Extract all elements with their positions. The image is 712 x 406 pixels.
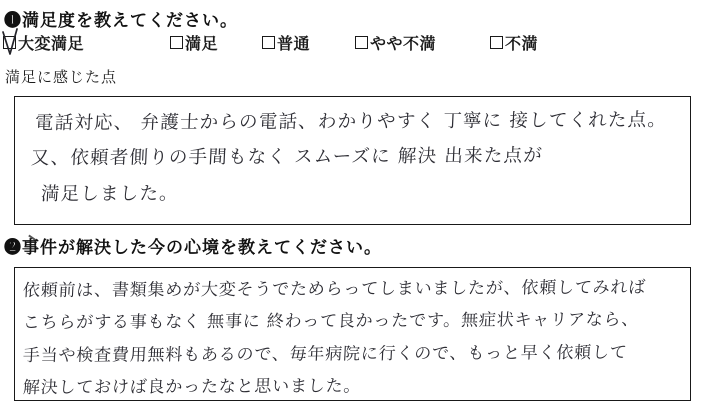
question-1-title: ❶満足度を教えてください。 bbox=[4, 11, 238, 30]
option-dissatisfied[interactable] bbox=[490, 31, 538, 54]
current-feelings-answer-box bbox=[14, 267, 691, 401]
question-2-title: ❷事件が解決した今の心境を教えてください。 bbox=[4, 238, 382, 257]
checkbox-very-satisfied[interactable] bbox=[3, 36, 16, 49]
option-very-satisfied[interactable] bbox=[3, 31, 84, 54]
handwritten-line: 又、依頼者側りの手間もなく スムーズに 解決 出来た点が bbox=[30, 145, 544, 169]
satisfied-points-label: 満足に感じた点 bbox=[5, 70, 118, 86]
checkbox-somewhat-dissatisfied[interactable] bbox=[355, 36, 368, 49]
checkbox-satisfied[interactable] bbox=[170, 36, 183, 49]
option-somewhat-dissatisfied[interactable] bbox=[355, 31, 436, 54]
checkbox-neutral[interactable] bbox=[262, 36, 275, 49]
option-label: やや不満 bbox=[370, 36, 437, 53]
checkbox-dissatisfied[interactable] bbox=[490, 36, 503, 49]
handwritten-line: 解決しておけば良かったなと思いました。 bbox=[22, 376, 362, 398]
satisfied-points-answer-box bbox=[14, 96, 691, 225]
handwritten-line: 依頼前は、書類集めが大変そうでためらってしまいましたが、依頼してみれば bbox=[22, 277, 647, 301]
handwritten-line: 満足しました。 bbox=[40, 183, 180, 205]
satisfaction-options bbox=[0, 31, 712, 57]
option-label: 大変満足 bbox=[18, 36, 85, 53]
handwritten-line: 電話対応、 弁護士からの電話、わかりやすく 丁寧に 接してくれた点。 bbox=[34, 109, 668, 134]
handwritten-line: 手当や検査費用無料もあるので、毎年病院に行くので、もっと早く依頼して bbox=[22, 342, 629, 366]
handwritten-line: こちらがする事もなく 無事に 終わって良かったです。無症状キャリアなら、 bbox=[22, 309, 640, 333]
option-neutral[interactable] bbox=[262, 31, 310, 54]
option-label: 満足 bbox=[185, 36, 219, 53]
option-label: 不満 bbox=[505, 36, 539, 53]
option-label: 普通 bbox=[277, 36, 311, 53]
option-satisfied[interactable] bbox=[170, 31, 218, 54]
